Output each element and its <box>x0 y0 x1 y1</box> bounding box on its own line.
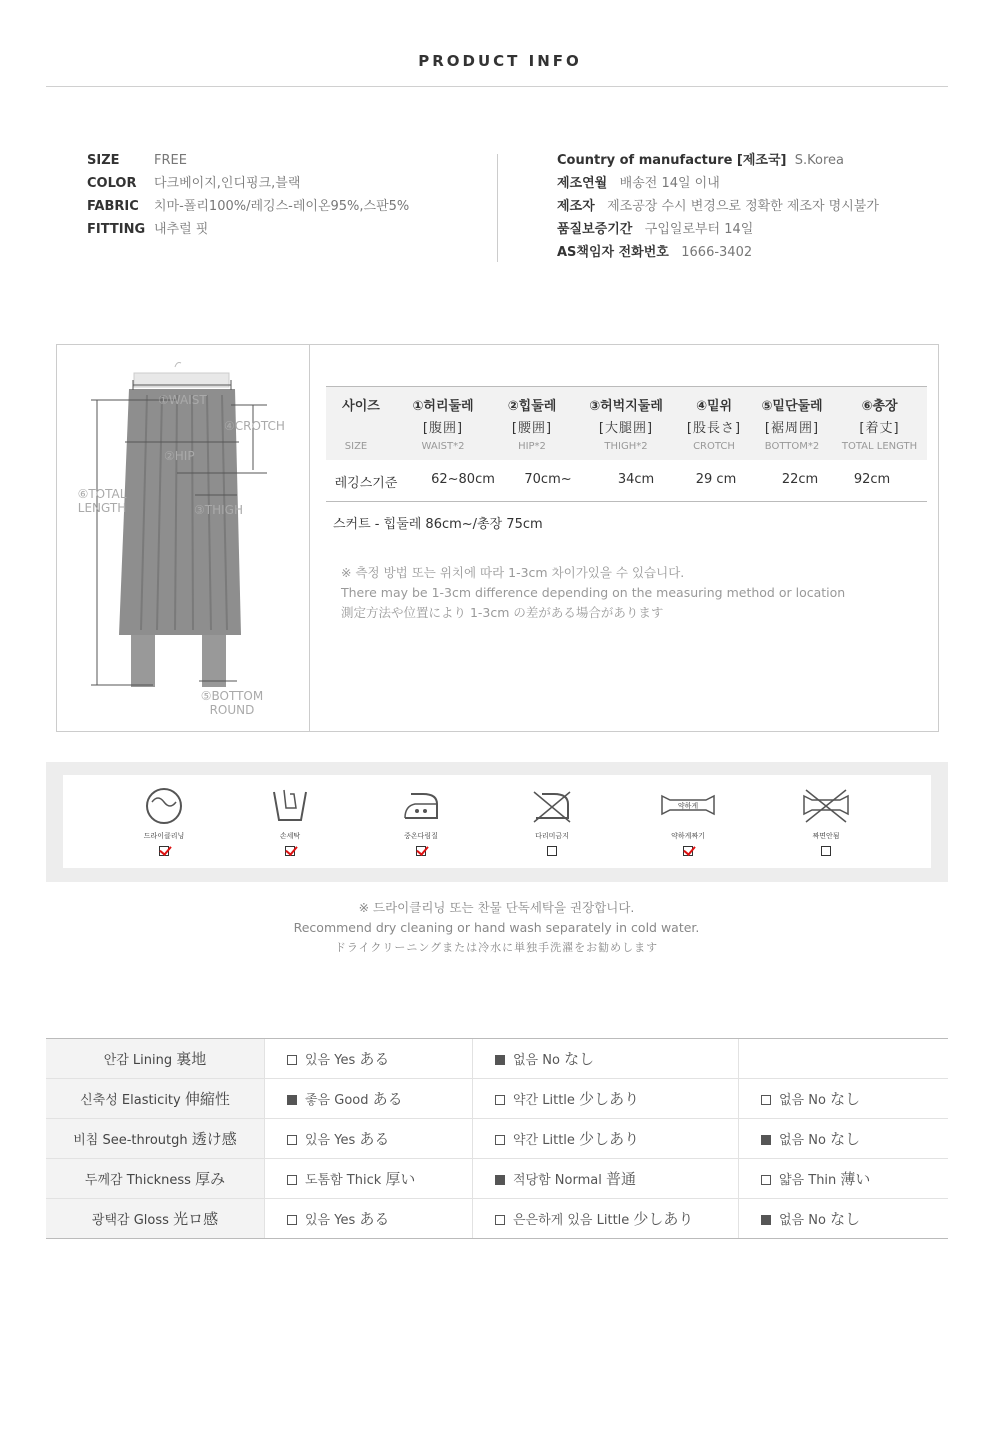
option-checkbox <box>761 1095 771 1105</box>
feature-row-see-through <box>46 1119 948 1159</box>
info-value: FREE <box>154 153 187 168</box>
option-text: 약간 Little <box>513 1133 575 1148</box>
feature-option-empty <box>738 1039 948 1078</box>
care-label: 다리미금지 <box>535 832 569 840</box>
option-ja: 厚い <box>385 1170 416 1188</box>
diagram-label-bottom-1: ⑤BOTTOM <box>200 689 264 703</box>
option-text: 없음 No <box>513 1053 560 1068</box>
option-ja: ある <box>359 1210 390 1228</box>
page-title: PRODUCT INFO <box>418 52 582 70</box>
care-item-no-wring <box>786 786 866 860</box>
option-ja: 少しあり <box>579 1130 640 1148</box>
option-text: 있음 Yes <box>305 1133 356 1148</box>
measure-notes <box>341 563 845 623</box>
option-ja: 少しあり <box>579 1090 640 1108</box>
feature-label-ja: 光ロ感 <box>173 1210 219 1228</box>
option-checkbox <box>287 1135 297 1145</box>
care-label: 드라이클리닝 <box>143 832 185 840</box>
info-value: 구입일로부터 14일 <box>644 222 754 237</box>
option-ja: ある <box>359 1130 390 1148</box>
info-value: 치마-폴리100%/레깅스-레이온95%,스판5% <box>154 199 410 214</box>
option-checkbox <box>495 1175 505 1185</box>
option-checkbox <box>761 1215 771 1225</box>
option-ja: 少しあり <box>633 1210 694 1228</box>
info-row-color <box>87 172 409 195</box>
care-note-ko: ※ 드라이클리닝 또는 찬물 단독세탁을 권장합니다. <box>358 900 635 915</box>
info-key: SIZE <box>87 153 120 168</box>
header-en: CROTCH <box>693 441 735 452</box>
care-note-ja: ドライクリーニングまたは冷水に単独手洗濯をお勧めします <box>334 941 659 954</box>
feature-option <box>264 1079 472 1118</box>
feature-label <box>46 1119 264 1158</box>
feature-label-ja: 伸縮性 <box>184 1090 230 1108</box>
size-table-header <box>326 386 927 460</box>
care-label: 손세탁 <box>279 832 301 840</box>
size-cell: 레깅스기준 <box>334 476 398 491</box>
info-value: 1666-3402 <box>681 245 753 260</box>
feature-label-ja: 透け感 <box>191 1130 237 1148</box>
info-key: COLOR <box>87 176 137 191</box>
info-value: S.Korea <box>794 153 844 168</box>
option-checkbox <box>495 1055 505 1065</box>
header-ko: ②힙둘레 <box>507 399 557 414</box>
header-ko: ④밑위 <box>695 399 733 414</box>
option-ja: なし <box>830 1090 861 1108</box>
care-checkbox <box>547 846 557 856</box>
hand-wash-icon <box>270 786 310 824</box>
feature-label-ja: 裏地 <box>176 1050 207 1068</box>
diagram-label-crotch: ④CROTCH <box>224 419 285 433</box>
option-checkbox <box>287 1215 297 1225</box>
info-row-fabric <box>87 195 409 218</box>
header-ja: [腰囲] <box>511 421 553 436</box>
option-checkbox <box>495 1135 505 1145</box>
feature-option <box>472 1199 738 1238</box>
care-checkbox <box>416 846 426 856</box>
care-item-dry-clean <box>124 786 204 860</box>
size-chart-divider <box>309 344 310 732</box>
info-row-size <box>87 149 409 172</box>
feature-option <box>264 1119 472 1158</box>
header-ko: ⑤밑단둘레 <box>761 399 823 414</box>
header-en: TOTAL LENGTH <box>841 441 918 452</box>
info-row-as-phone <box>557 241 879 264</box>
size-cell: 22cm <box>781 472 819 487</box>
option-ja: なし <box>564 1050 595 1068</box>
size-table-row <box>326 460 927 502</box>
feature-row-thickness <box>46 1159 948 1199</box>
option-text: 없음 No <box>779 1133 826 1148</box>
option-checkbox <box>761 1135 771 1145</box>
option-ja: 薄い <box>840 1170 871 1188</box>
header-ko: ①허리둘레 <box>412 399 474 414</box>
size-cell: 62~80cm <box>431 472 495 487</box>
option-checkbox <box>495 1215 505 1225</box>
info-row-fitting <box>87 218 409 241</box>
header-ja: [腹囲] <box>422 421 464 436</box>
care-label: 짜면안됨 <box>812 832 840 840</box>
option-ja: 普通 <box>605 1170 636 1188</box>
header-ko: ③허벅지둘레 <box>589 399 663 414</box>
header-ko: ⑥총장 <box>861 399 898 414</box>
option-text: 약간 Little <box>513 1093 575 1108</box>
feature-label-ko: 비침 See-throutgh <box>73 1133 188 1148</box>
feature-label-ko: 신축성 Elasticity <box>80 1093 181 1108</box>
feature-option <box>472 1159 738 1198</box>
feature-label-ko: 두께감 Thickness <box>84 1173 191 1188</box>
feature-option <box>472 1039 738 1078</box>
care-checkbox <box>821 846 831 856</box>
info-value: 내추럴 핏 <box>154 222 209 237</box>
care-item-hand-wash <box>250 786 330 860</box>
diagram-label-total-2: LENGTH <box>77 501 127 515</box>
care-item-iron-medium <box>381 786 461 860</box>
diagram-label-total-1: ⑥TOTAL <box>77 487 127 501</box>
feature-option <box>738 1119 948 1158</box>
feature-option <box>738 1079 948 1118</box>
size-cell: 92cm <box>853 472 891 487</box>
option-ja: なし <box>830 1210 861 1228</box>
option-text: 도톰함 Thick <box>305 1173 382 1188</box>
feature-row-elasticity <box>46 1079 948 1119</box>
wring-gently-icon <box>660 786 716 824</box>
feature-option <box>264 1039 472 1078</box>
diagram-label-bottom-2: ROUND <box>209 703 255 717</box>
diagram-label-total-length <box>72 487 132 515</box>
care-item-wring-gently <box>648 786 728 860</box>
header-en: THIGH*2 <box>604 441 648 452</box>
info-key: 제조자 <box>557 199 595 214</box>
info-row-country <box>557 149 879 172</box>
header-en: SIZE <box>344 441 368 452</box>
dry-clean-icon <box>144 786 184 824</box>
feature-label <box>46 1199 264 1238</box>
option-checkbox <box>287 1095 297 1105</box>
care-checkbox <box>159 846 169 856</box>
info-divider <box>497 154 498 262</box>
skirt-note: 스커트 - 힙둘레 86cm~/총장 75cm <box>333 517 543 532</box>
feature-option <box>472 1079 738 1118</box>
size-table <box>326 386 927 502</box>
diagram-label-hip: ②HIP <box>164 449 195 463</box>
care-checkbox <box>683 846 693 856</box>
no-iron-icon <box>530 786 574 824</box>
info-key: FITTING <box>87 222 146 237</box>
option-text: 없음 No <box>779 1213 826 1228</box>
care-item-no-iron <box>512 786 592 860</box>
feature-option <box>738 1159 948 1198</box>
features-table <box>46 1038 948 1239</box>
care-checkbox <box>285 846 295 856</box>
feature-label <box>46 1159 264 1198</box>
header-ja: [着丈] <box>859 421 900 436</box>
info-value: 제조공장 수시 변경으로 정확한 제조자 명시불가 <box>607 199 879 214</box>
info-key: 제조연월 <box>557 176 608 191</box>
feature-label-ko: 안감 Lining <box>103 1053 173 1068</box>
diagram-label-bottom <box>196 689 268 717</box>
feature-label <box>46 1079 264 1118</box>
header-ko: 사이즈 <box>342 399 380 414</box>
care-label: 중온다림질 <box>404 832 438 840</box>
option-checkbox <box>495 1095 505 1105</box>
feature-row-lining <box>46 1039 948 1079</box>
option-text: 얇음 Thin <box>779 1173 837 1188</box>
feature-option <box>738 1199 948 1238</box>
info-key: AS책임자 전화번호 <box>557 245 669 260</box>
diagram-label-waist: ①WAIST <box>158 393 207 407</box>
option-text: 있음 Yes <box>305 1213 356 1228</box>
option-text: 있음 Yes <box>305 1053 356 1068</box>
feature-option <box>264 1159 472 1198</box>
feature-label-ko: 광택감 Gloss <box>91 1213 169 1228</box>
care-label: 약하게짜기 <box>671 832 705 840</box>
info-key: FABRIC <box>87 199 139 214</box>
option-text: 적당함 Normal <box>513 1173 602 1188</box>
feature-row-gloss <box>46 1199 948 1239</box>
info-right <box>557 149 879 264</box>
header-en: HIP*2 <box>518 441 546 452</box>
measure-note-ko: ※ 측정 방법 또는 위치에 따라 1-3cm 차이가있을 수 있습니다. <box>341 565 685 580</box>
size-cell: 34cm <box>617 472 655 487</box>
measure-note-en: There may be 1-3cm difference depending on the measuring method or location <box>341 585 846 600</box>
care-note-en: Recommend dry cleaning or hand wash separately in cold water. <box>293 920 700 935</box>
iron-medium-icon <box>399 786 443 824</box>
title-divider <box>46 86 948 87</box>
option-text: 없음 No <box>779 1093 826 1108</box>
option-ja: ある <box>359 1050 390 1068</box>
wring-icon-text: 약하게 <box>677 802 699 810</box>
info-key: Country of manufacture [제조국] <box>557 153 787 168</box>
header-ja: [大腿囲] <box>598 421 654 436</box>
feature-option <box>472 1119 738 1158</box>
info-row-date <box>557 172 879 195</box>
header-ja: [股長さ] <box>686 421 742 436</box>
info-row-maker <box>557 195 879 218</box>
feature-option <box>264 1199 472 1238</box>
size-cell: 29 cm <box>695 472 737 487</box>
option-text: 은은하게 있음 Little <box>513 1213 630 1228</box>
option-ja: なし <box>830 1130 861 1148</box>
no-wring-icon <box>802 786 850 824</box>
option-checkbox <box>761 1175 771 1185</box>
feature-label <box>46 1039 264 1078</box>
size-cell: 70cm~ <box>524 472 572 487</box>
feature-label-ja: 厚み <box>195 1170 226 1188</box>
info-left <box>87 149 409 241</box>
measure-note-ja: 測定方法や位置により 1-3cm の差がある場合があります <box>341 605 664 620</box>
header-en: BOTTOM*2 <box>764 441 820 452</box>
info-key: 품질보증기간 <box>557 222 633 237</box>
diagram-label-thigh: ③THIGH <box>194 503 243 517</box>
option-checkbox <box>287 1175 297 1185</box>
option-text: 좋음 Good <box>305 1093 369 1108</box>
care-notes <box>0 898 993 958</box>
option-ja: ある <box>372 1090 403 1108</box>
info-value: 배송전 14일 이내 <box>619 176 720 191</box>
info-value: 다크베이지,인디핑크,블랙 <box>154 176 301 191</box>
info-row-warranty <box>557 218 879 241</box>
option-checkbox <box>287 1055 297 1065</box>
header-en: WAIST*2 <box>421 441 465 452</box>
header-ja: [裾周囲] <box>764 421 820 436</box>
